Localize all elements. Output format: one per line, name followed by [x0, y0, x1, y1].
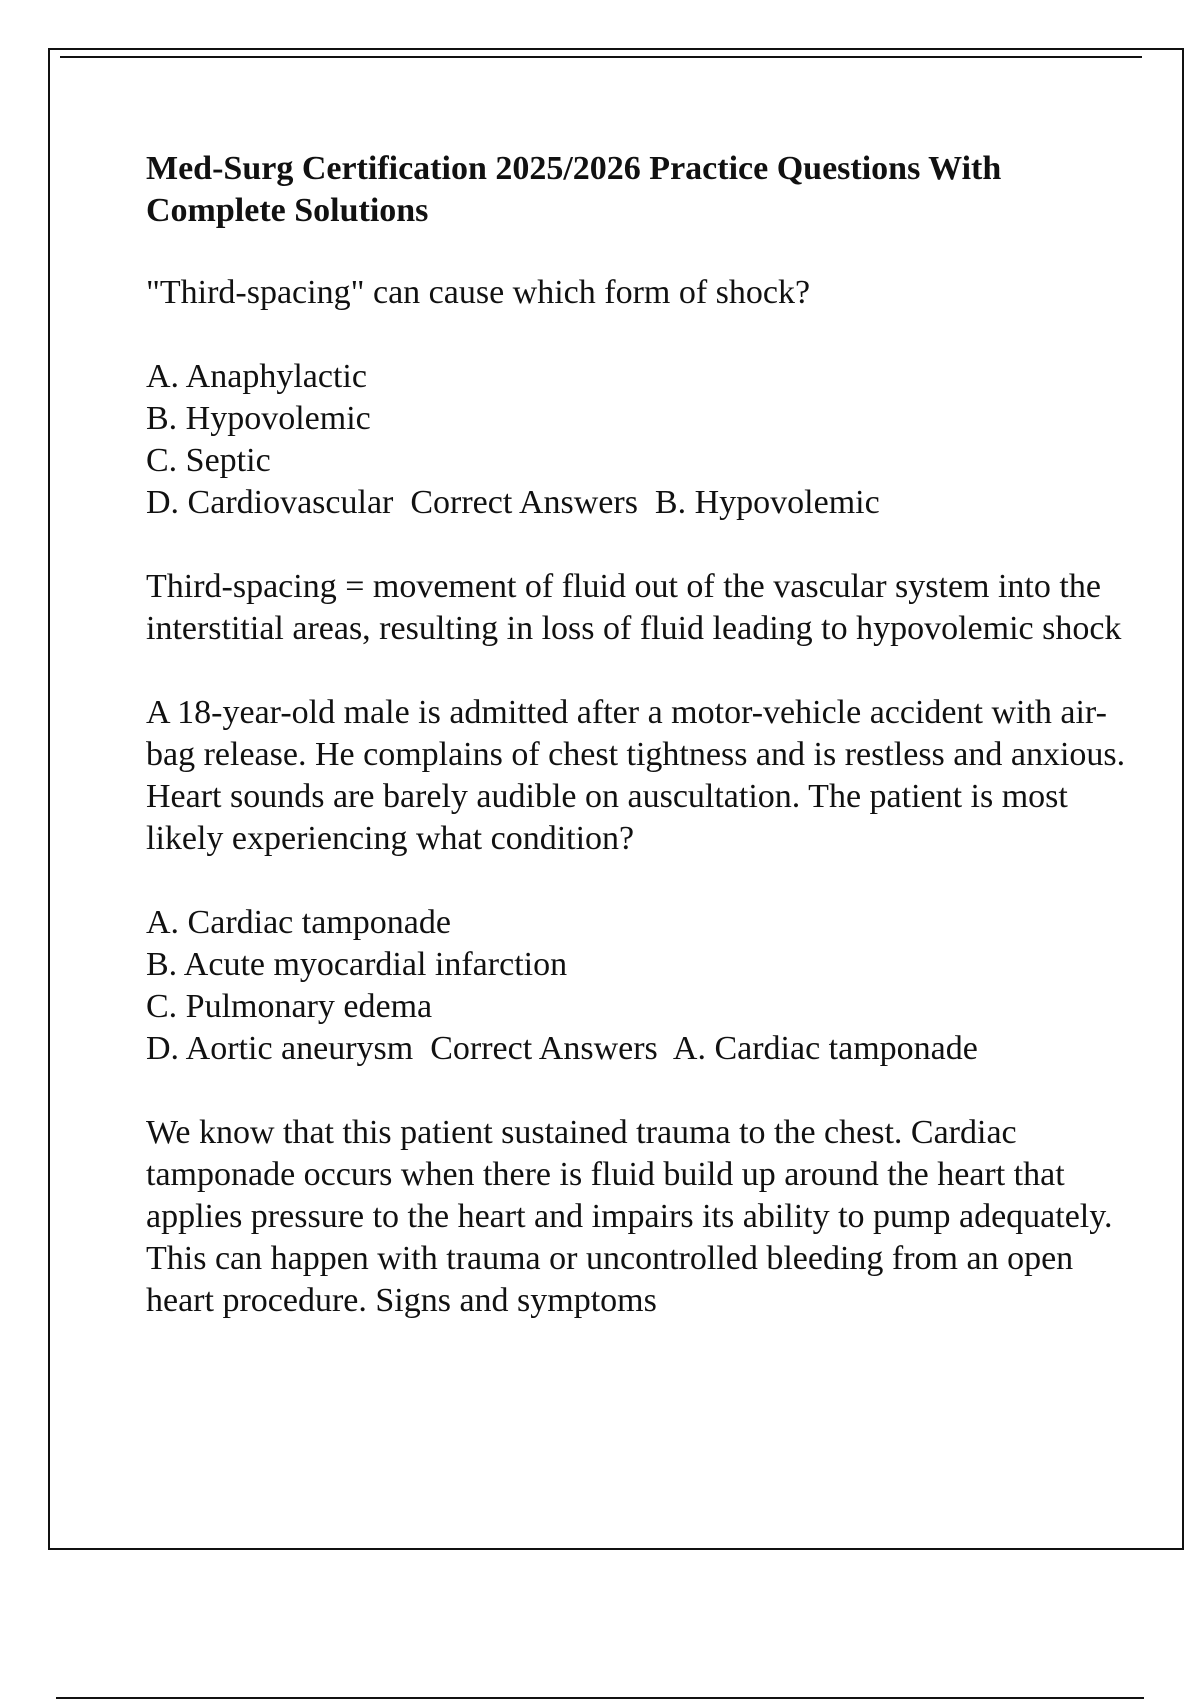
- question-2-options: [146, 902, 1136, 1070]
- question-1-explanation: Third-spacing = movement of fluid out of the vascular system into the interstitial areas, resulting in loss of fluid leading to hypovolemic shock: [146, 568, 1122, 647]
- question-1-option-a: A. Anaphylactic: [146, 358, 367, 395]
- question-2-option-a: A. Cardiac tamponade: [146, 904, 451, 941]
- question-2-option-b: B. Acute myocardial infarction: [146, 946, 568, 983]
- question-1-text: "Third-spacing" can cause which form of shock?: [146, 274, 811, 311]
- page-frame: [48, 48, 1184, 1550]
- question-1-option-c: C. Septic: [146, 442, 271, 479]
- question-2-text: A 18-year-old male is admitted after a motor-vehicle accident with air-bag release. He complains of chest tightness and is restless and anxious. Heart sounds are barely audible on auscultation. The patient is most likely experiencing what condition?: [146, 694, 1126, 857]
- question-2-option-d-answer: D. Aortic aneurysm Correct Answers A. Cardiac tamponade: [146, 1030, 978, 1067]
- question-2-explanation: We know that this patient sustained trauma to the chest. Cardiac tamponade occurs when there is fluid build up around the heart that applies pressure to the heart and impairs its ability to pump adequately. This can happen with trauma or uncontrolled bleeding from an open heart procedure. Signs and symptoms: [146, 1114, 1113, 1319]
- top-divider: [60, 56, 1142, 58]
- document-body: [146, 148, 1136, 1364]
- question-2-option-c: C. Pulmonary edema: [146, 988, 433, 1025]
- bottom-divider: [56, 1697, 1144, 1699]
- document-title: Med-Surg Certification 2025/2026 Practice Questions With Complete Solutions: [146, 150, 1002, 229]
- question-1-option-b: B. Hypovolemic: [146, 400, 371, 437]
- question-1-option-d-answer: D. Cardiovascular Correct Answers B. Hypovolemic: [146, 484, 880, 521]
- question-1-options: [146, 356, 1136, 524]
